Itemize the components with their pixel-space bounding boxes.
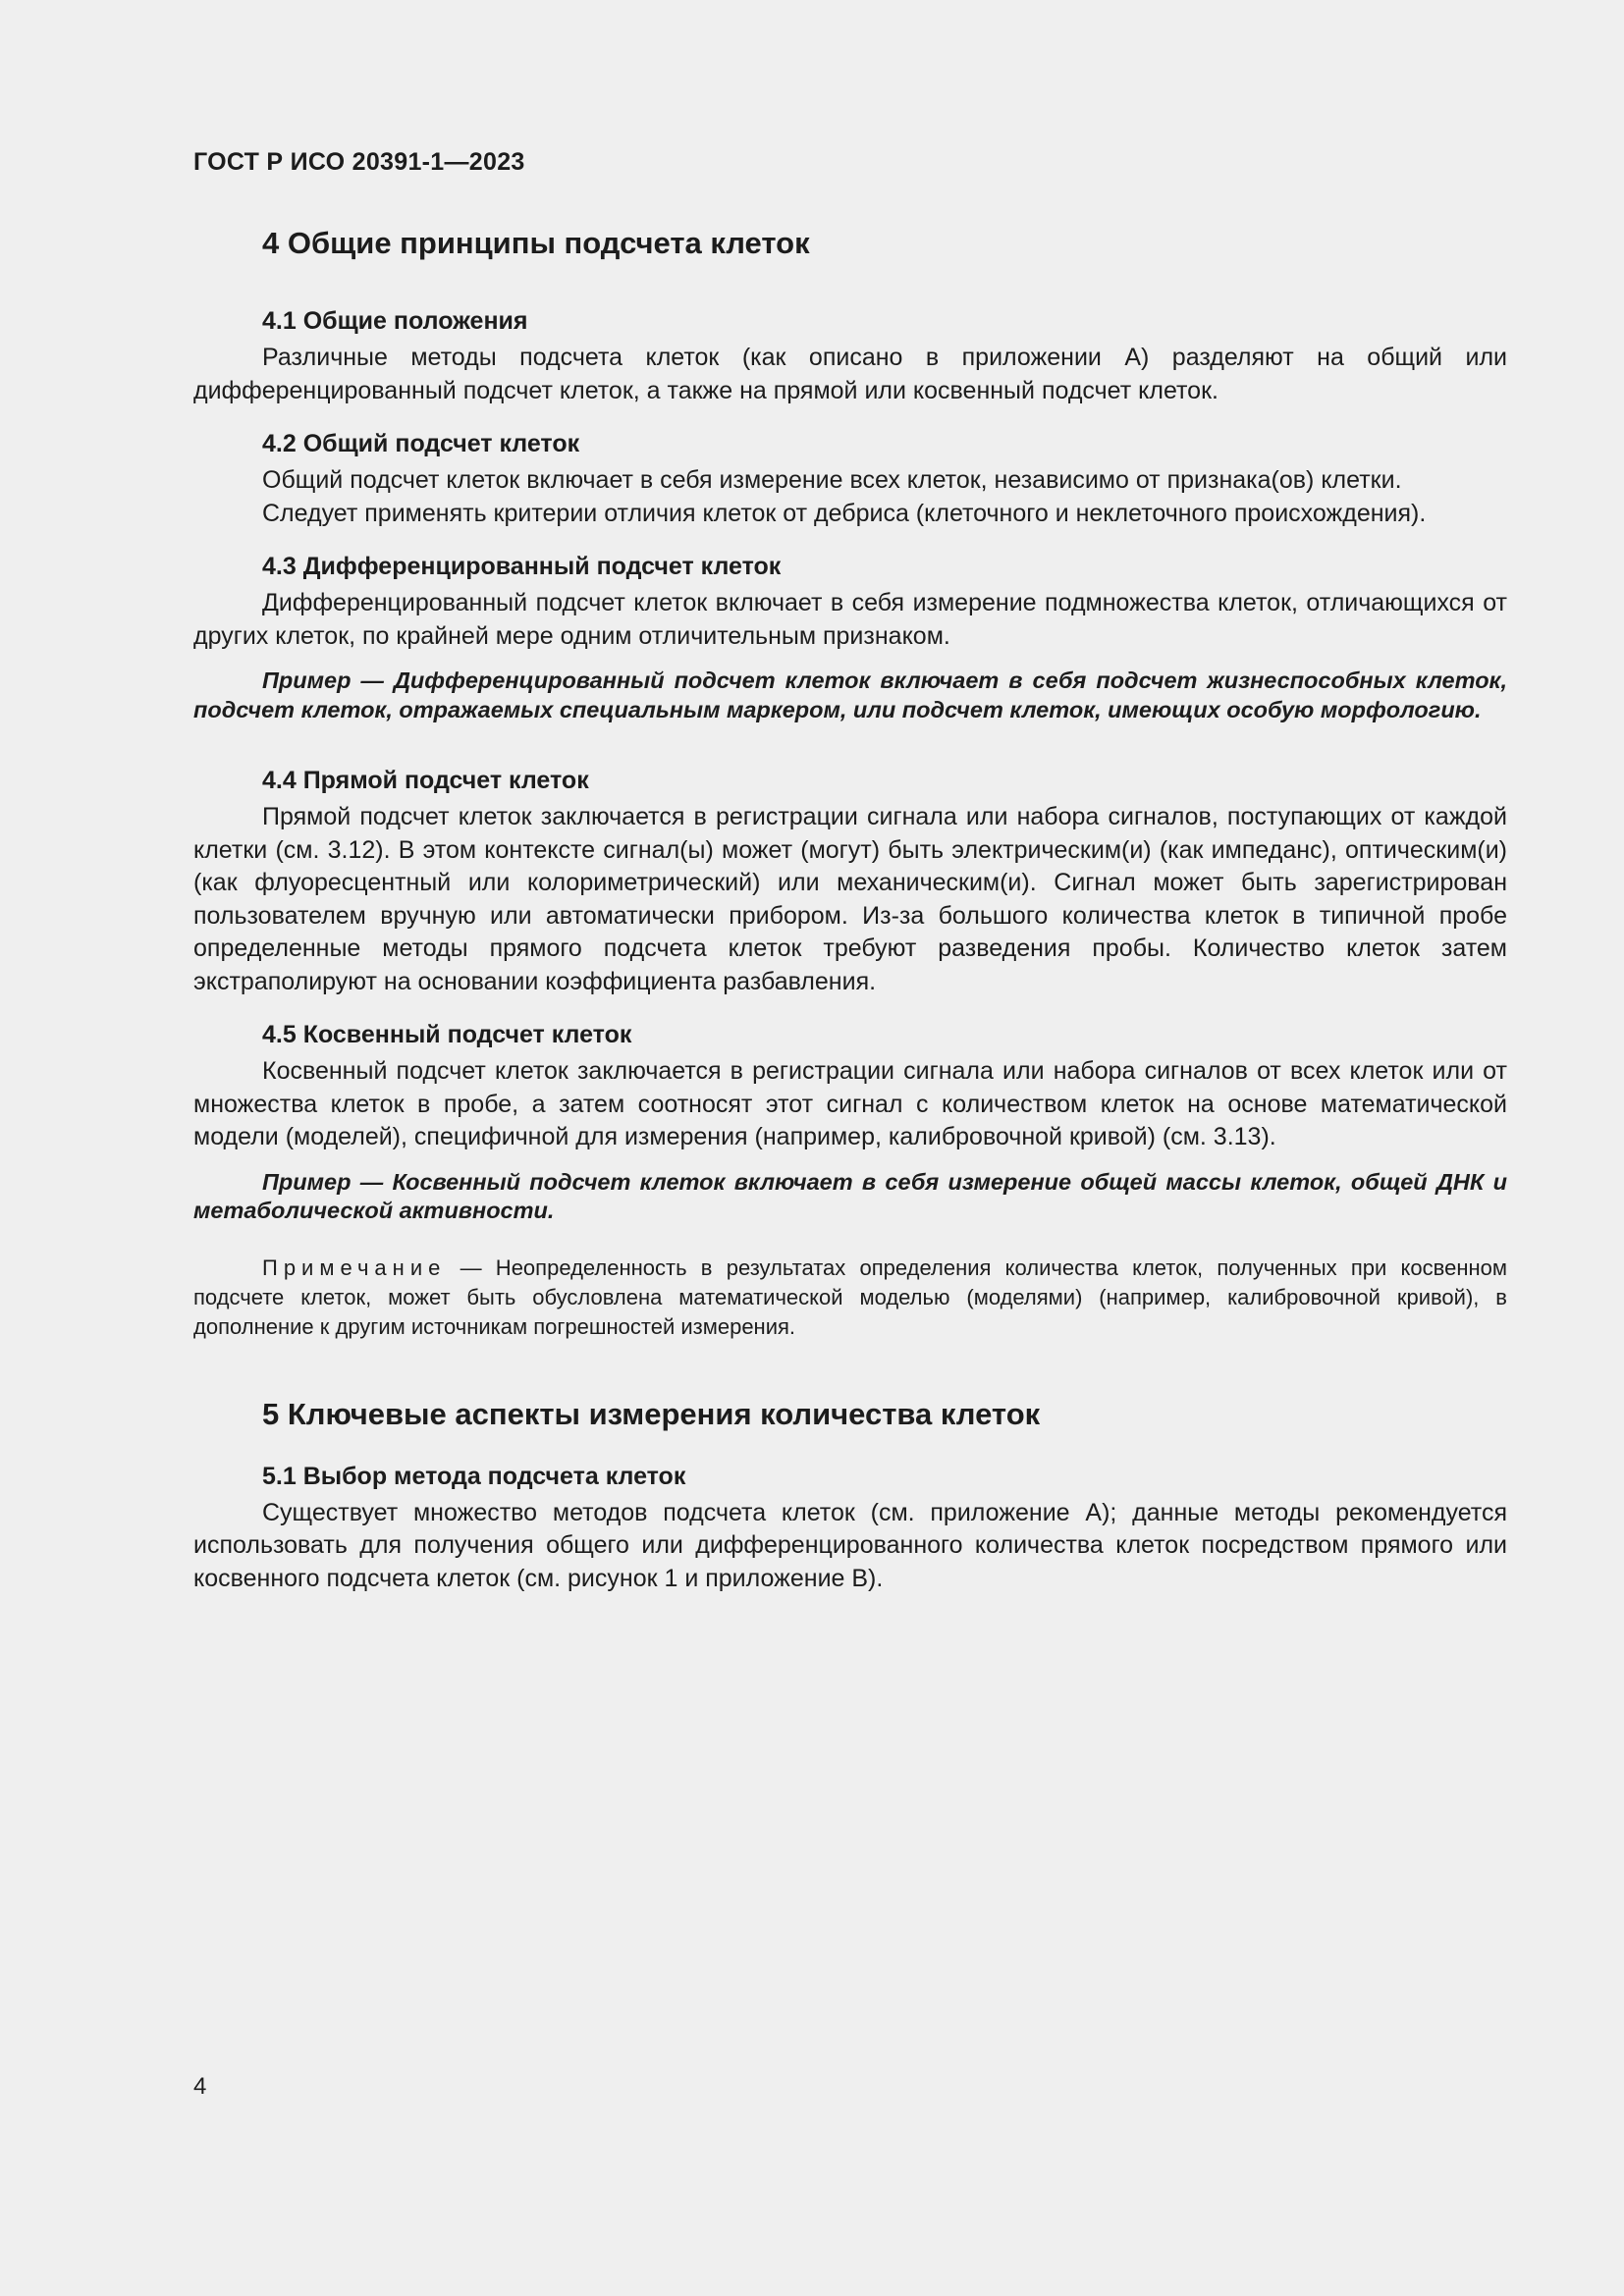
subsection-5-1-paragraph: Существует множество методов подсчета клеток (см. приложение А); данные методы рекомендуется использовать для получения общего или дифференцированного количества клеток посредством прямого или косвенного подсчета клеток (см. рисунок 1 и приложение В). [193,1498,1507,1592]
subsection-4-2-title: 4.2 Общий подсчет клеток [262,430,580,457]
subsection-4-3-example: Пример — Дифференцированный подсчет клеток включает в себя подсчет жизнеспособных клеток, подсчет клеток, отражаемых специальным маркером, или подсчет клеток, имеющих особую морфологию. [193,667,1507,722]
document-id-header: ГОСТ Р ИСО 20391-1—2023 [193,148,525,176]
subsection-4-4-title: 4.4 Прямой подсчет клеток [262,767,589,794]
subsection-4-3-paragraph: Дифференцированный подсчет клеток включает в себя измерение подмножества клеток, отличающихся от других клеток, по крайней мере одним отличительным признаком. [193,589,1507,650]
subsection-4-4-paragraph: Прямой подсчет клеток заключается в регистрации сигнала или набора сигналов, поступающих от каждой клетки (см. 3.12). В этом контексте сигнал(ы) может (могут) быть электрическим(и) (как импеданс), оптическим(и) (как флуоресцентный или колориметрический) или механическим(и). Сигнал может быть зарегистрирован пользователем вручную или автоматически прибором. Из-за большого количества клеток в типичной пробе определенные методы прямого подсчета клеток требуют разведения пробы. Количество клеток затем экстраполируют на основании коэффициента разбавления. [193,803,1507,995]
document-page [193,0,1507,2296]
section-5-title: 5 Ключевые аспекты измерения количества клеток [262,1396,1041,1431]
subsection-4-3-title: 4.3 Дифференцированный подсчет клеток [262,553,782,580]
subsection-4-1-paragraph: Различные методы подсчета клеток (как описано в приложении А) разделяют на общий или дифференцированный подсчет клеток, а также на прямой или косвенный подсчет клеток. [193,344,1507,404]
subsection-4-5-paragraph: Косвенный подсчет клеток заключается в регистрации сигнала или набора сигналов от всех клеток или от множества клеток в пробе, а затем соотносят этот сигнал с количеством клеток на основе математической модели (моделей), специфичной для измерения (например, калибровочной кривой) (см. 3.13). [193,1057,1507,1150]
subsection-4-2-paragraph-1: Общий подсчет клеток включает в себя измерение всех клеток, независимо от признака(ов) клетки. [262,466,1402,494]
note-label: Примечание [262,1255,447,1280]
section-4-title: 4 Общие принципы подсчета клеток [262,226,810,260]
subsection-4-2-paragraph-2: Следует применять критерии отличия клеток от дебриса (клеточного и неклеточного происхождения). [262,499,1427,527]
subsection-4-5-note [193,1254,1507,1342]
note-text: — Неопределенность в результатах определения количества клеток, полученных при косвенном подсчете клеток, может быть обусловлена математической моделью (моделями) (например, калибровочной кривой), в дополнение к другим источникам погрешностей измерения. [193,1255,1507,1339]
subsection-5-1-title: 5.1 Выбор метода подсчета клеток [262,1462,686,1490]
subsection-4-1-title: 4.1 Общие положения [262,307,528,335]
page-number: 4 [193,2073,207,2100]
subsection-4-5-title: 4.5 Косвенный подсчет клеток [262,1021,632,1048]
subsection-4-5-example: Пример — Косвенный подсчет клеток включает в себя измерение общей массы клеток, общей ДНК и метаболической активности. [193,1168,1507,1223]
page-content [193,222,1507,1595]
